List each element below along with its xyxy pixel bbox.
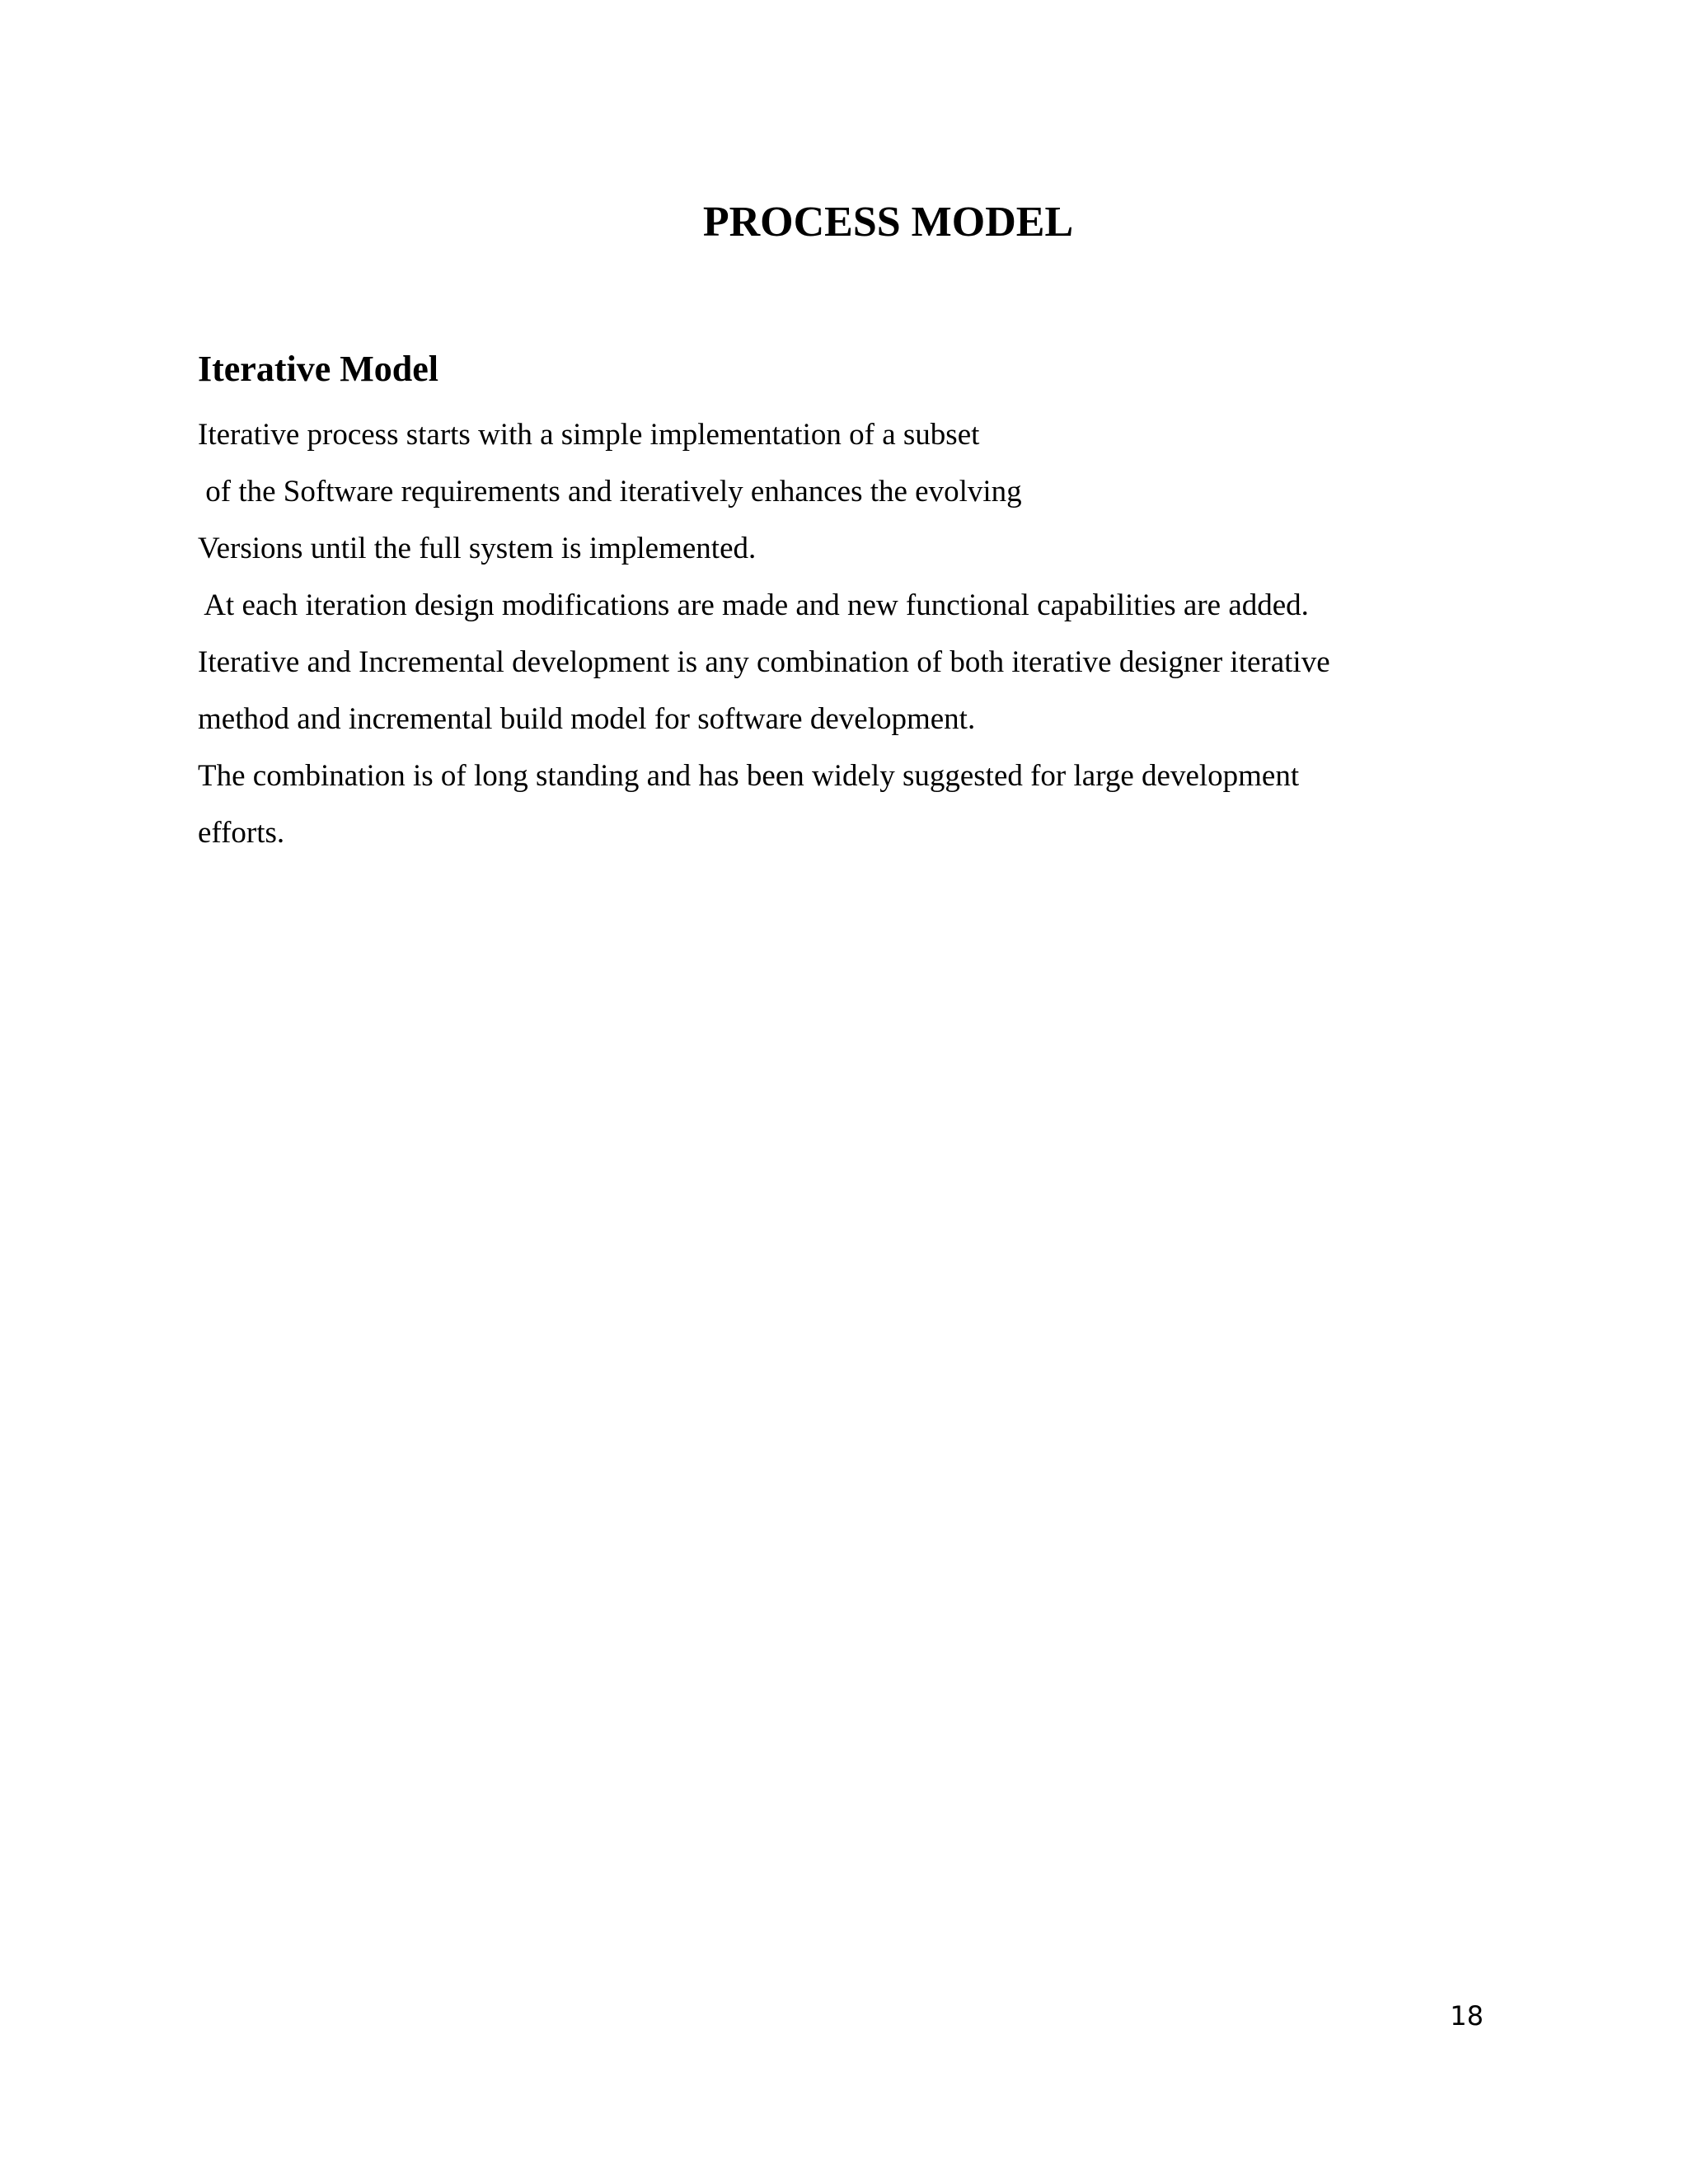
body-line: Iterative process starts with a simple implementation of a subset — [198, 418, 980, 452]
body-line: of the Software requirements and iteratively enhances the evolving — [198, 475, 1022, 509]
body-line: At each iteration design modifications are made and new functional capabilities are added. — [198, 588, 1309, 622]
section-body — [198, 406, 1566, 861]
page-title: PROCESS MODEL — [702, 199, 1074, 246]
section-heading: Iterative Model — [198, 349, 438, 389]
body-line: The combination is of long standing and has been widely suggested for large development — [198, 759, 1300, 793]
body-line: method and incremental build model for software development. — [198, 702, 976, 736]
body-line: Versions until the full system is implemented. — [198, 532, 757, 565]
body-line: efforts. — [198, 816, 285, 850]
page-number: 18 — [1450, 2000, 1484, 2032]
body-line: Iterative and Incremental development is any combination of both iterative designer iterative — [198, 645, 1330, 679]
